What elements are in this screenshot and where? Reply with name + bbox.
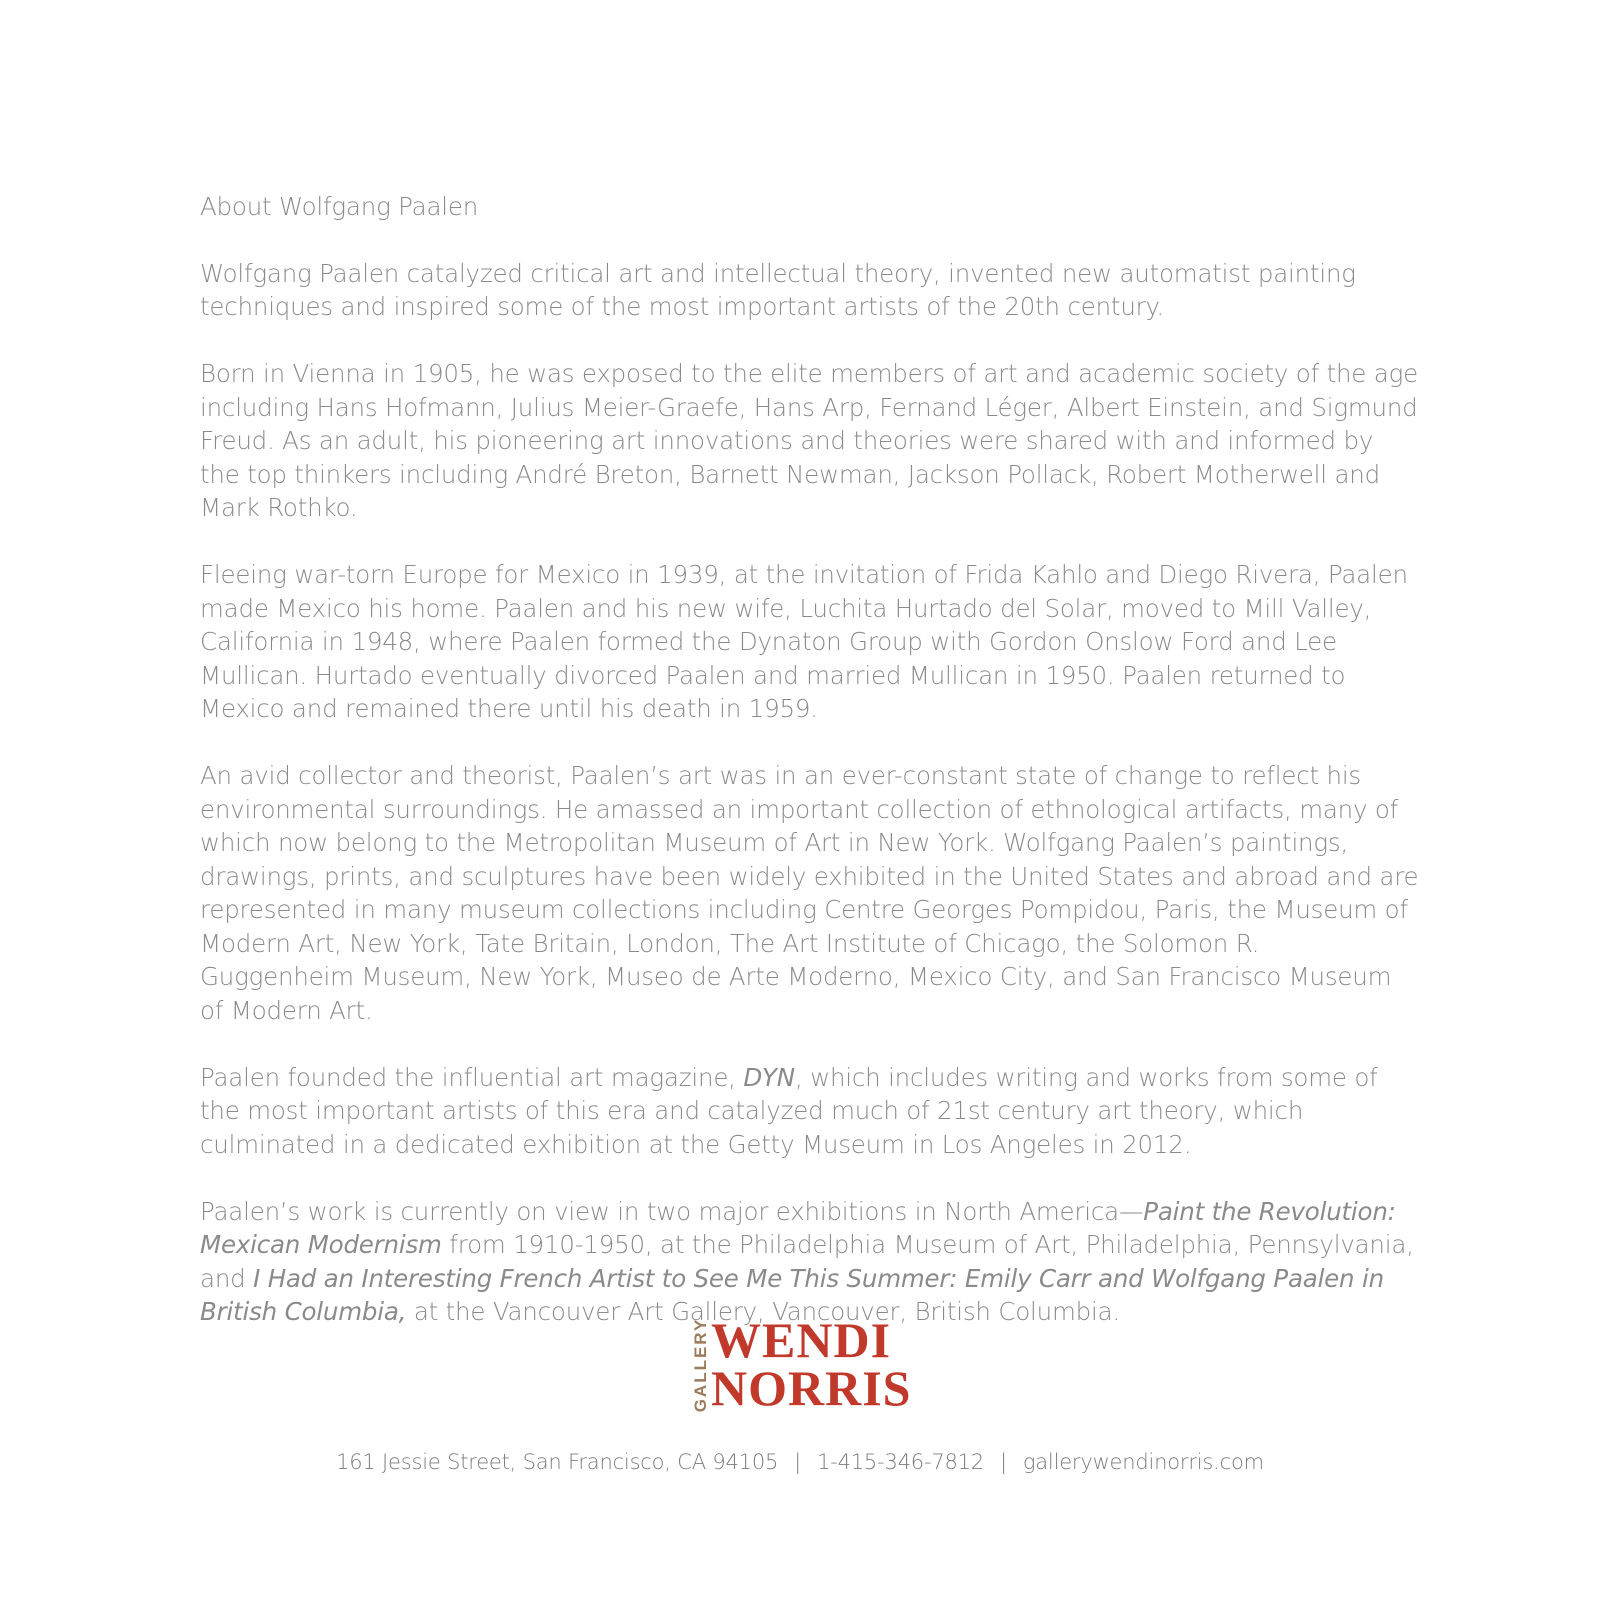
paragraph-mexico: Fleeing war-torn Europe for Mexico in 1939, at the invitation of Frida Kahlo and Diego Rivera, Paalen made Mexico his home. Paalen and his new wife, Luchita Hurtado del Solar, moved to Mill Valley, California in 1948, where Paalen formed the Dynaton Group with Gordon Onslow Ford and Lee Mullican. Hurtado eventually divorced Paalen and married Mullican in 1950. Paalen returned to Mexico and remained there until his death in 1959. bbox=[200, 560, 1408, 723]
footer-address: 161 Jessie Street, San Francisco, CA 94105 bbox=[336, 1450, 779, 1474]
paragraph-exhibitions bbox=[200, 1195, 1420, 1329]
paragraph-exhibitions-text-c: from 1910-1950, at the Philadelphia Museum of Art, Philadelphia, Pennsylvania, and bbox=[200, 1230, 1414, 1293]
paragraph-intro: Wolfgang Paalen catalyzed critical art and intellectual theory, invented new automatist painting techniques and inspired some of the most important artists of the 20th century. bbox=[200, 258, 1356, 321]
logo-gallery-label: GALLERY bbox=[691, 1317, 710, 1413]
footer-separator: | bbox=[794, 1450, 802, 1474]
exhibition-title-1: Paint the Revolution: Mexican Modernism bbox=[200, 1196, 1396, 1259]
magazine-title: DYN bbox=[743, 1062, 795, 1092]
paragraph-exhibitions-text-a: Paalen’s work is currently on view in two major exhibitions in North America— bbox=[200, 1196, 1144, 1226]
logo-line-norris: NORRIS bbox=[711, 1360, 912, 1416]
footer-website-link[interactable]: gallerywendinorris.com bbox=[1022, 1450, 1264, 1474]
article-body bbox=[200, 190, 1420, 1362]
footer-separator: | bbox=[999, 1450, 1007, 1474]
exhibition-title-2: I Had an Interesting French Artist to See Me This Summer: Emily Carr and Wolfgang Paalen in British Columbia, bbox=[200, 1263, 1384, 1326]
paragraph-early-life: Born in Vienna in 1905, he was exposed to the elite members of art and academic society of the age including Hans Hofmann, Julius Meier-Graefe, Hans Arp, Fernand Léger, Albert Einstein, and Sigmund Freud. As an adult, his pioneering art innovations and theories were shared with and informed by the top thinkers including André Breton, Barnett Newman, Jackson Pollack, Robert Motherwell and Mark Rothko. bbox=[200, 359, 1418, 522]
paragraph-dyn-text-c: , which includes writing and works from some of the most important artists of this era and catalyzed much of 21st century art theory, which culminated in a dedicated exhibition at the Getty Museum in Los Angeles in 2012. bbox=[200, 1062, 1378, 1159]
paragraph-collector: An avid collector and theorist, Paalen’s art was in an ever-constant state of change to reflect his environmental surroundings. He amassed an important collection of ethnological artifacts, many of which now belong to the Metropolitan Museum of Art in New York. Wolfgang Paalen’s paintings, drawings, prints, and sculptures have been widely exhibited in the United States and abroad and are represented in many museum collections including Centre Georges Pompidou, Paris, the Museum of Modern Art, New York, Tate Britain, London, The Art Institute of Chicago, the Solomon R. Guggenheim Museum, New York, Museo de Arte Moderno, Mexico City, and San Francisco Museum of Modern Art. bbox=[200, 761, 1419, 1025]
gallery-logo bbox=[676, 1312, 936, 1416]
footer-phone: 1-415-346-7812 bbox=[817, 1450, 984, 1474]
paragraph-dyn-text-a: Paalen founded the influential art magazine, bbox=[200, 1062, 744, 1092]
paragraph-exhibitions-text-e: at the Vancouver Art Gallery, Vancouver, British Columbia. bbox=[406, 1297, 1120, 1326]
paragraph-dyn bbox=[200, 1061, 1420, 1162]
footer-contact bbox=[0, 1450, 1600, 1474]
logo-line-wendi: WENDI bbox=[711, 1312, 892, 1368]
article-heading: About Wolfgang Paalen bbox=[200, 192, 479, 221]
